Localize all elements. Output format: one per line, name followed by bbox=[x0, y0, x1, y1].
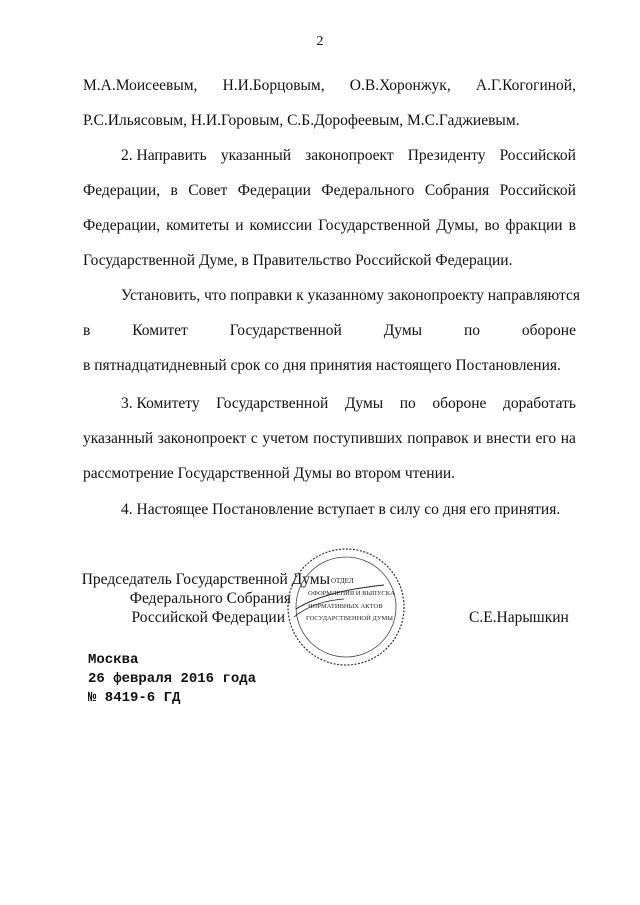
word: А.Г.Когогиной, bbox=[475, 77, 576, 94]
para5-line1: 4. Настоящее Постановление вступает в силу со дня его принятия. bbox=[121, 501, 561, 518]
word: поступивших bbox=[313, 430, 403, 447]
word: Президенту bbox=[407, 147, 486, 164]
para1-line1 bbox=[83, 76, 576, 96]
word: комиссии bbox=[249, 217, 313, 234]
word: Российской bbox=[499, 147, 576, 164]
word: и bbox=[473, 430, 482, 447]
para2-line2 bbox=[83, 181, 576, 201]
word: поправок bbox=[407, 430, 469, 447]
word: на bbox=[560, 430, 576, 447]
word: Думы, bbox=[436, 217, 479, 234]
word: 2. Направить bbox=[121, 147, 207, 164]
stamp-text-line1: ОТДЕЛ bbox=[331, 577, 354, 585]
para4-line2 bbox=[83, 429, 576, 449]
word: и bbox=[235, 217, 244, 234]
word: в bbox=[170, 182, 178, 199]
footer-city: Москва bbox=[88, 652, 139, 668]
word: Федерации, bbox=[83, 182, 161, 199]
word: по bbox=[463, 322, 481, 339]
para4-line3: рассмотрение Государственной Думы во втором чтении. bbox=[83, 465, 456, 482]
page-number: 2 bbox=[316, 34, 324, 49]
word: внести bbox=[486, 430, 531, 447]
word: 3. Комитету bbox=[121, 395, 200, 412]
word: Федерации bbox=[237, 182, 311, 199]
official-stamp bbox=[284, 545, 408, 669]
signatory-title-line1: Председатель Государственной Думы bbox=[81, 571, 330, 588]
word: обороне bbox=[521, 322, 576, 339]
word: М.А.Моисеевым, bbox=[83, 77, 198, 94]
word: законопроект bbox=[157, 430, 247, 447]
stamp-text-line2: ОФОРМЛЕНИЯ И ВЫПУСКА bbox=[308, 590, 395, 597]
word: его bbox=[535, 430, 557, 447]
word: Собрания bbox=[424, 182, 490, 199]
signatory-name: С.Е.Нарышкин bbox=[469, 609, 569, 626]
word: Комитет bbox=[132, 322, 188, 339]
stamp-text-line3: НОРМАТИВНЫХ АКТОВ bbox=[308, 603, 383, 610]
word: в bbox=[568, 217, 576, 234]
para3-line2 bbox=[83, 321, 576, 341]
footer-number: № 8419-6 ГД bbox=[88, 690, 181, 706]
word: во bbox=[484, 217, 500, 234]
signatory-title-line2: Федерального Собрания bbox=[129, 590, 291, 607]
word: по bbox=[399, 395, 416, 412]
para2-line4: Государственной Думе, в Правительство Российской Федерации. bbox=[83, 252, 513, 269]
word: Федерального bbox=[321, 182, 415, 199]
word: Государственной bbox=[318, 217, 431, 234]
word: с bbox=[250, 430, 258, 447]
word: Н.И.Борцовым, bbox=[222, 77, 325, 94]
word: обороне bbox=[432, 395, 487, 412]
word: доработать bbox=[502, 395, 576, 412]
para2-line1 bbox=[121, 146, 576, 166]
para2-line3 bbox=[83, 216, 576, 236]
stamp-text-line4: ГОСУДАРСТВЕННОЙ ДУМЫ bbox=[306, 615, 393, 622]
word: учетом bbox=[262, 430, 309, 447]
word: Государственной bbox=[216, 395, 329, 412]
word: Федерации, bbox=[83, 217, 161, 234]
word: О.В.Хоронжук, bbox=[349, 77, 451, 94]
word: Государственной bbox=[229, 322, 342, 339]
word: Думы bbox=[344, 395, 384, 412]
word: указанный bbox=[220, 147, 292, 164]
word: указанный bbox=[83, 430, 154, 447]
para4-line1 bbox=[121, 394, 576, 414]
word: законопроект bbox=[305, 147, 394, 164]
word: фракции bbox=[505, 217, 563, 234]
footer-date: 26 февраля 2016 года bbox=[88, 671, 257, 687]
signatory-title-line3: Российской Федерации bbox=[131, 609, 285, 626]
stamp-seal-icon bbox=[284, 545, 408, 669]
word: Думы bbox=[383, 322, 423, 339]
para1-line2: Р.С.Ильясовым, Н.И.Горовым, С.Б.Дорофеевым, М.С.Гаджиевым. bbox=[83, 112, 520, 129]
word: Совет bbox=[188, 182, 228, 199]
para3-line3: в пятнадцатидневный срок со дня принятия настоящего Постановления. bbox=[83, 357, 561, 374]
word: в bbox=[83, 322, 91, 339]
word: комитеты bbox=[166, 217, 230, 234]
word: Российской bbox=[499, 182, 576, 199]
para3-line1: Установить, что поправки к указанному законопроекту направляются bbox=[121, 287, 581, 304]
